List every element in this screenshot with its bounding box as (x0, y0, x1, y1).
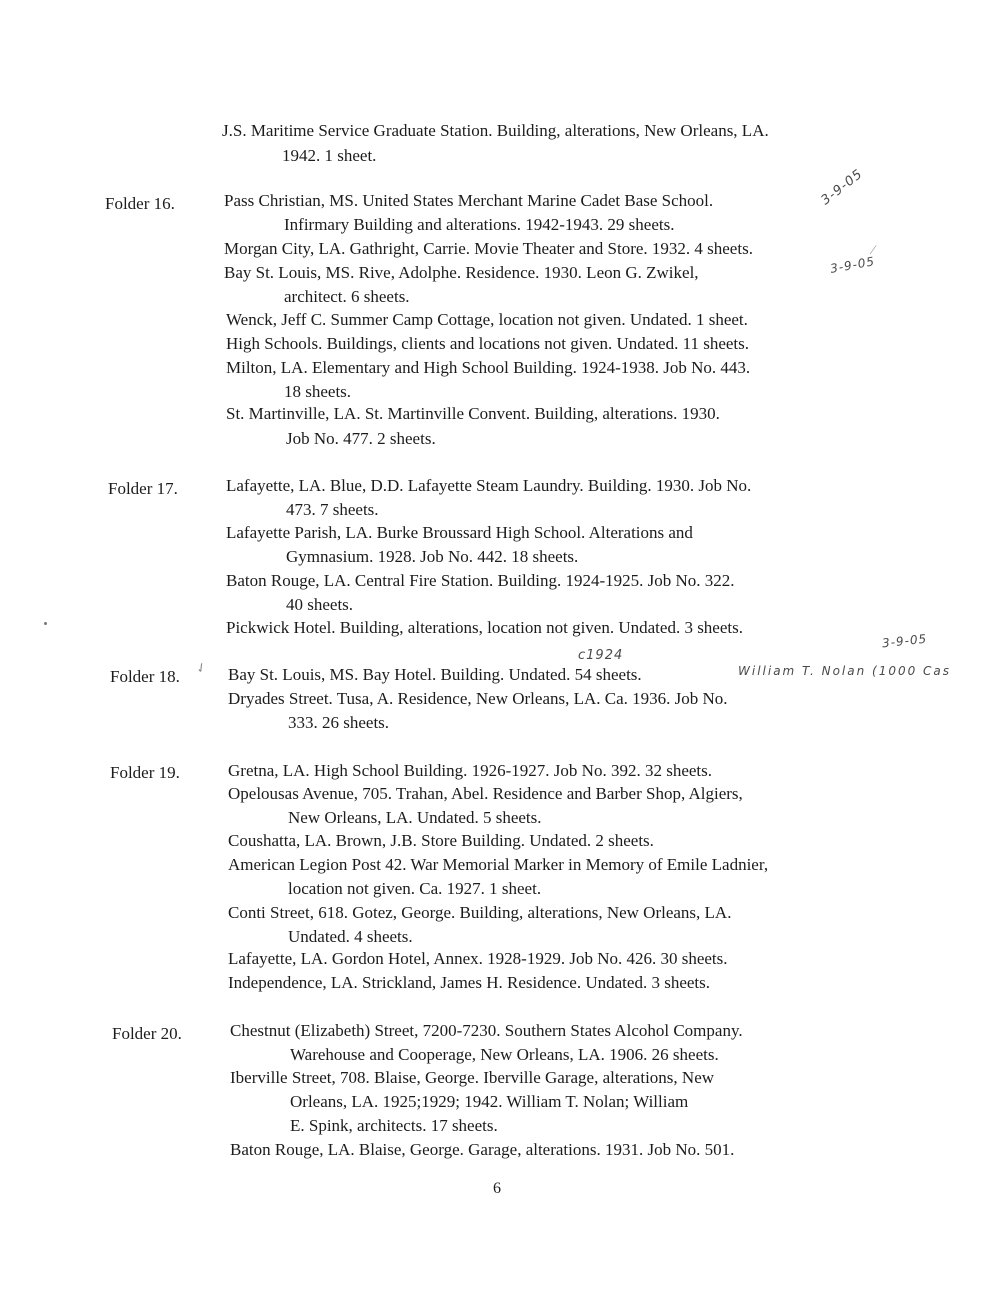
entry-line-cont: 333. 26 sheets. (288, 713, 390, 732)
folder-label-18: Folder 18. (110, 667, 180, 686)
entry-line-cont: E. Spink, architects. 17 sheets. (290, 1116, 498, 1135)
entry-line-cont: Job No. 477. 2 sheets. (286, 429, 436, 448)
entry-line: Lafayette, LA. Gordon Hotel, Annex. 1928-1929. Job No. 426. 30 sheets. (228, 949, 728, 968)
entry-line: Morgan City, LA. Gathright, Carrie. Movie Theater and Store. 1932. 4 sheets. (224, 239, 753, 258)
entry-line: Lafayette Parish, LA. Burke Broussard High School. Alterations and (226, 523, 693, 542)
handwritten-date-note: 3-9-05 (881, 631, 928, 651)
checkmark-icon: ⁄ (872, 242, 875, 257)
handwritten-architect-note: William T. Nolan (1000 Cas (738, 664, 952, 678)
entry-line-cont: 473. 7 sheets. (286, 500, 379, 519)
entry-line: Bay St. Louis, MS. Rive, Adolphe. Residence. 1930. Leon G. Zwikel, (224, 263, 699, 282)
entry-line-cont: Orleans, LA. 1925;1929; 1942. William T. Nolan; William (290, 1092, 689, 1111)
entry-line: Wenck, Jeff C. Summer Camp Cottage, location not given. Undated. 1 sheet. (226, 310, 748, 329)
entry-line: American Legion Post 42. War Memorial Marker in Memory of Emile Ladnier, (228, 855, 769, 874)
folder-label-17: Folder 17. (108, 479, 178, 498)
entry-line: Baton Rouge, LA. Blaise, George. Garage, alterations. 1931. Job No. 501. (230, 1140, 735, 1159)
entry-line: Baton Rouge, LA. Central Fire Station. Building. 1924-1925. Job No. 322. (226, 571, 735, 590)
entry-line-cont: location not given. Ca. 1927. 1 sheet. (288, 879, 542, 898)
entry-line: St. Martinville, LA. St. Martinville Convent. Building, alterations. 1930. (226, 404, 720, 423)
handwritten-date-note: 3-9-05 (818, 166, 866, 209)
entry-line: High Schools. Buildings, clients and locations not given. Undated. 11 sheets. (226, 334, 750, 353)
entry-line: Dryades Street. Tusa, A. Residence, New Orleans, LA. Ca. 1936. Job No. (228, 689, 728, 708)
entry-line: Iberville Street, 708. Blaise, George. Iberville Garage, alterations, New (230, 1068, 715, 1087)
entry-line: Bay St. Louis, MS. Bay Hotel. Building. Undated. 54 sheets. (228, 665, 642, 684)
entry-line: Coushatta, LA. Brown, J.B. Store Building. Undated. 2 sheets. (228, 831, 654, 850)
entry-line: Independence, LA. Strickland, James H. Residence. Undated. 3 sheets. (228, 973, 710, 992)
entry-line-cont: architect. 6 sheets. (284, 287, 410, 306)
entry-line-cont: 1942. 1 sheet. (282, 146, 377, 165)
entry-line: Chestnut (Elizabeth) Street, 7200-7230. Southern States Alcohol Company. (230, 1021, 743, 1040)
entry-line: Gretna, LA. High School Building. 1926-1927. Job No. 392. 32 sheets. (228, 761, 712, 780)
check-mark-icon: ✓ (192, 658, 210, 677)
page-number: 6 (493, 1180, 501, 1197)
entry-line: Opelousas Avenue, 705. Trahan, Abel. Residence and Barber Shop, Algiers, (228, 784, 743, 803)
entry-line: Lafayette, LA. Blue, D.D. Lafayette Steam Laundry. Building. 1930. Job No. (226, 476, 752, 495)
handwritten-circa-note: c1924 (578, 648, 624, 663)
handwritten-date-note: 3-9-05 (829, 254, 877, 276)
folder-label-16: Folder 16. (105, 194, 175, 213)
entry-line-cont: Gymnasium. 1928. Job No. 442. 18 sheets. (286, 547, 579, 566)
scan-speck (44, 622, 47, 625)
entry-line-cont: Warehouse and Cooperage, New Orleans, LA. 1906. 26 sheets. (290, 1045, 719, 1064)
entry-line-cont: 18 sheets. (284, 382, 352, 401)
entry-line-cont: Infirmary Building and alterations. 1942-1943. 29 sheets. (284, 215, 675, 234)
entry-line: Pass Christian, MS. United States Merchant Marine Cadet Base School. (224, 191, 714, 210)
entry-line: Milton, LA. Elementary and High School Building. 1924-1938. Job No. 443. (226, 358, 751, 377)
entry-line-cont: New Orleans, LA. Undated. 5 sheets. (288, 808, 542, 827)
entry-line-cont: 40 sheets. (286, 595, 354, 614)
entry-line: Pickwick Hotel. Building, alterations, location not given. Undated. 3 sheets. (226, 618, 743, 637)
folder-label-19: Folder 19. (110, 763, 180, 782)
entry-line-cont: Undated. 4 sheets. (288, 927, 413, 946)
entry-line: Conti Street, 618. Gotez, George. Building, alterations, New Orleans, LA. (228, 903, 732, 922)
entry-line: J.S. Maritime Service Graduate Station. Building, alterations, New Orleans, LA. (222, 121, 769, 140)
folder-label-20: Folder 20. (112, 1024, 182, 1043)
